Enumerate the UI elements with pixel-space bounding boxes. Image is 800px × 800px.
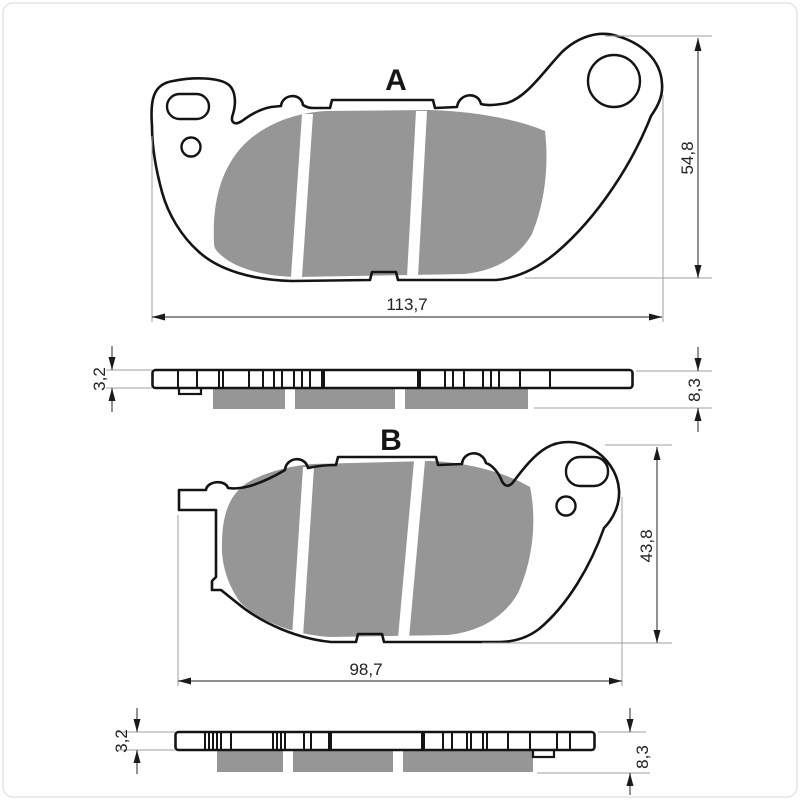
pad-b-small-hole — [557, 497, 576, 516]
pad-a-profile-backplate — [153, 370, 633, 388]
dim-a-plate-thickness-label: 3,2 — [90, 367, 109, 391]
pad-b-plan — [179, 424, 619, 642]
view-b-label: B — [380, 424, 402, 457]
pad-b-friction-material — [222, 461, 533, 637]
pad-b-profile — [176, 732, 595, 772]
dim-b-height-label: 43,8 — [637, 529, 656, 563]
dim-a-total-thickness-label: 8,3 — [685, 378, 704, 402]
dim-a-total-thickness — [534, 347, 712, 432]
pad-a-small-hole — [182, 138, 201, 157]
pad-a-profile — [153, 370, 633, 409]
view-a-label: A — [385, 64, 407, 97]
pad-a-profile-friction-2 — [295, 388, 395, 409]
dim-a-plate-thickness — [90, 346, 152, 412]
pad-a-profile-friction-1 — [213, 388, 285, 409]
pad-a-friction-material — [214, 110, 547, 277]
pad-a-mounting-hole — [588, 55, 640, 107]
pad-b-profile-friction-3 — [403, 750, 533, 772]
dim-b-plate-thickness-label: 3,2 — [112, 729, 131, 753]
pad-a-slot-hole — [167, 94, 209, 119]
pad-b-profile-friction-2 — [293, 750, 393, 772]
pad-b-profile-friction-1 — [217, 750, 283, 772]
dim-b-plate-thickness — [112, 708, 175, 774]
pad-a-plan — [151, 34, 662, 281]
dim-a-width-label: 113,7 — [386, 295, 428, 314]
pad-b-slot-hole — [566, 457, 608, 486]
dim-a-height-label: 54,8 — [678, 141, 697, 175]
pad-b-profile-backplate — [176, 732, 595, 750]
pad-a-profile-friction-3 — [405, 388, 528, 409]
dim-b-total-thickness-label: 8,3 — [633, 745, 652, 769]
dim-b-width-label: 98,7 — [349, 660, 383, 679]
